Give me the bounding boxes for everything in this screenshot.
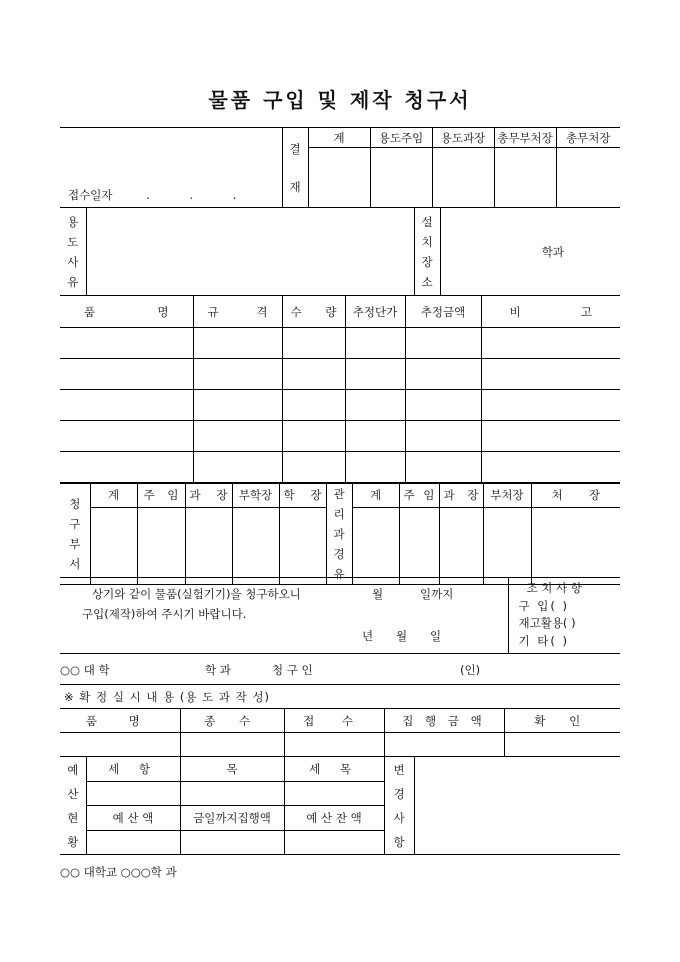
budget-header: 세 목	[284, 757, 384, 782]
confirm-title: ※ 확 정 실 시 내 용 (용 도 과 작 성)	[60, 685, 620, 709]
mgmt-sign-box[interactable]	[483, 507, 531, 584]
table-row	[60, 328, 620, 359]
mgmt-col: 주	[403, 488, 415, 503]
budget-header: 목	[180, 757, 284, 782]
col-header: 수	[290, 304, 302, 319]
dept-sign-box[interactable]	[90, 507, 137, 584]
col-header: 규	[207, 304, 219, 319]
mgmt-col: 장	[467, 488, 479, 503]
dept-label: 부	[69, 537, 81, 551]
items-table	[60, 295, 620, 483]
location-field[interactable]	[440, 208, 620, 296]
confirm-header: 확 인	[504, 709, 620, 733]
signature-univ: ○○ 대 학	[60, 663, 110, 677]
statement-day: 일	[430, 629, 442, 643]
dept-col: 학	[283, 488, 295, 503]
confirm-header: 집 행 금 액	[384, 709, 504, 733]
statement-box	[60, 578, 508, 654]
confirm-header: 품 명	[60, 709, 180, 733]
col-header: 격	[256, 304, 268, 319]
dept-col: 임	[167, 488, 179, 503]
budget-header: 예 산 잔 액	[284, 806, 384, 831]
dept-col: 과	[189, 488, 201, 503]
table-row	[60, 390, 620, 421]
col-header: 량	[325, 304, 337, 319]
mgmt-col: 장	[588, 488, 600, 503]
dept-col: 장	[216, 488, 228, 503]
purpose-label: 도	[67, 234, 79, 249]
request-table	[60, 483, 620, 585]
change-field[interactable]	[414, 757, 620, 855]
approval-col: 용도과장	[432, 128, 494, 148]
receipt-date-value: . . .	[146, 188, 255, 202]
dept-col: 계	[90, 484, 137, 508]
action-box	[508, 578, 620, 654]
dept-col: 부학장	[232, 484, 279, 508]
mgmt-sign-box[interactable]	[352, 507, 399, 584]
dept-col: 주	[143, 488, 155, 503]
action-title: 조 치 사 항	[526, 581, 582, 595]
col-header: 비	[509, 304, 521, 319]
statement-month: 월	[372, 587, 384, 601]
signature-dept: 학 과	[205, 663, 231, 677]
table-row	[60, 359, 620, 390]
confirm-table	[60, 684, 620, 855]
mgmt-label: 관	[333, 487, 345, 501]
statement-line2: 구입(제작)하여 주시기 바랍니다.	[82, 607, 247, 621]
col-header: 추정금액	[405, 296, 481, 328]
location-label: 소	[421, 274, 433, 289]
approval-sign-box[interactable]	[556, 148, 620, 208]
location-label: 장	[421, 254, 433, 269]
dept-label: 구	[69, 517, 81, 531]
budget-label: 예	[67, 762, 79, 777]
col-header: 품	[84, 304, 96, 319]
table-row	[60, 733, 620, 757]
mgmt-label: 경	[333, 547, 345, 561]
mgmt-sign-box[interactable]	[531, 507, 620, 584]
dept-col: 장	[310, 488, 322, 503]
approval-col: 계	[308, 128, 370, 148]
budget-label: 현	[67, 810, 79, 825]
mgmt-col: 처	[551, 488, 563, 503]
mgmt-col: 부처장	[483, 484, 531, 508]
budget-header: 금일까지집행액	[180, 806, 284, 831]
approval-col: 용도주임	[370, 128, 432, 148]
purpose-table	[60, 207, 620, 296]
statement-line1: 상기와 같이 물품(실험기기)을 청구하오니	[92, 587, 301, 601]
approval-label: 재	[289, 179, 301, 194]
location-label: 치	[421, 234, 433, 249]
purpose-label: 용	[67, 214, 79, 229]
dept-sign-box[interactable]	[232, 507, 279, 584]
mgmt-sign-box[interactable]	[399, 507, 439, 584]
statement-month2: 월	[396, 629, 408, 643]
budget-label: 황	[67, 834, 79, 849]
table-row	[60, 452, 620, 483]
purpose-label: 유	[67, 274, 79, 289]
page-title: 물품 구입 및 제작 청구서	[208, 88, 472, 112]
dept-label: 서	[69, 557, 81, 571]
confirm-header: 종 수	[180, 709, 284, 733]
change-label: 경	[393, 786, 405, 801]
receipt-date-label: 접수일자	[68, 188, 113, 202]
footer-text: ○○ 대학교 ○○○학 과	[60, 865, 177, 879]
mgmt-col: 계	[352, 484, 399, 508]
col-header: 추정단가	[345, 296, 405, 328]
location-label: 설	[421, 214, 433, 229]
budget-label: 산	[67, 786, 79, 801]
mgmt-label: 유	[333, 567, 345, 581]
mgmt-col: 임	[423, 488, 435, 503]
statement-table	[60, 577, 620, 654]
signature-seal[interactable]: (인)	[460, 663, 481, 677]
approval-sign-box[interactable]	[494, 148, 556, 208]
approval-sign-box[interactable]	[308, 148, 370, 208]
department-suffix: 학과	[541, 244, 564, 259]
dept-sign-box[interactable]	[279, 507, 326, 584]
action-item[interactable]: 구 입( )	[518, 598, 570, 613]
mgmt-label: 과	[333, 527, 345, 541]
purpose-field[interactable]	[86, 208, 414, 296]
col-header: 고	[580, 304, 592, 319]
change-label: 항	[393, 834, 405, 849]
approval-table	[60, 127, 620, 208]
approval-label: 결	[289, 141, 301, 156]
approval-sign-box[interactable]	[370, 148, 432, 208]
change-label: 사	[393, 810, 405, 825]
approval-col: 총무처장	[556, 128, 620, 148]
purpose-label: 사	[67, 254, 79, 269]
change-label: 변	[393, 762, 405, 777]
statement-day-until: 일까지	[420, 587, 454, 601]
approval-col: 총무부처장	[494, 128, 556, 148]
confirm-header: 접 수	[284, 709, 384, 733]
dept-label: 청	[69, 497, 81, 511]
mgmt-sign-box[interactable]	[439, 507, 483, 584]
approval-sign-box[interactable]	[432, 148, 494, 208]
mgmt-label: 리	[333, 507, 345, 521]
dept-sign-box[interactable]	[185, 507, 232, 584]
budget-header: 예 산 액	[86, 806, 180, 831]
dept-sign-box[interactable]	[137, 507, 185, 584]
statement-year: 년	[362, 629, 374, 643]
action-item[interactable]: 재고활용( )	[518, 616, 576, 630]
table-row	[60, 421, 620, 452]
mgmt-col: 과	[443, 488, 455, 503]
signature-requester: 청 구 인	[272, 663, 313, 677]
budget-header: 세 항	[86, 757, 180, 782]
col-header: 명	[157, 304, 169, 319]
action-item[interactable]: 기 타( )	[518, 633, 570, 648]
